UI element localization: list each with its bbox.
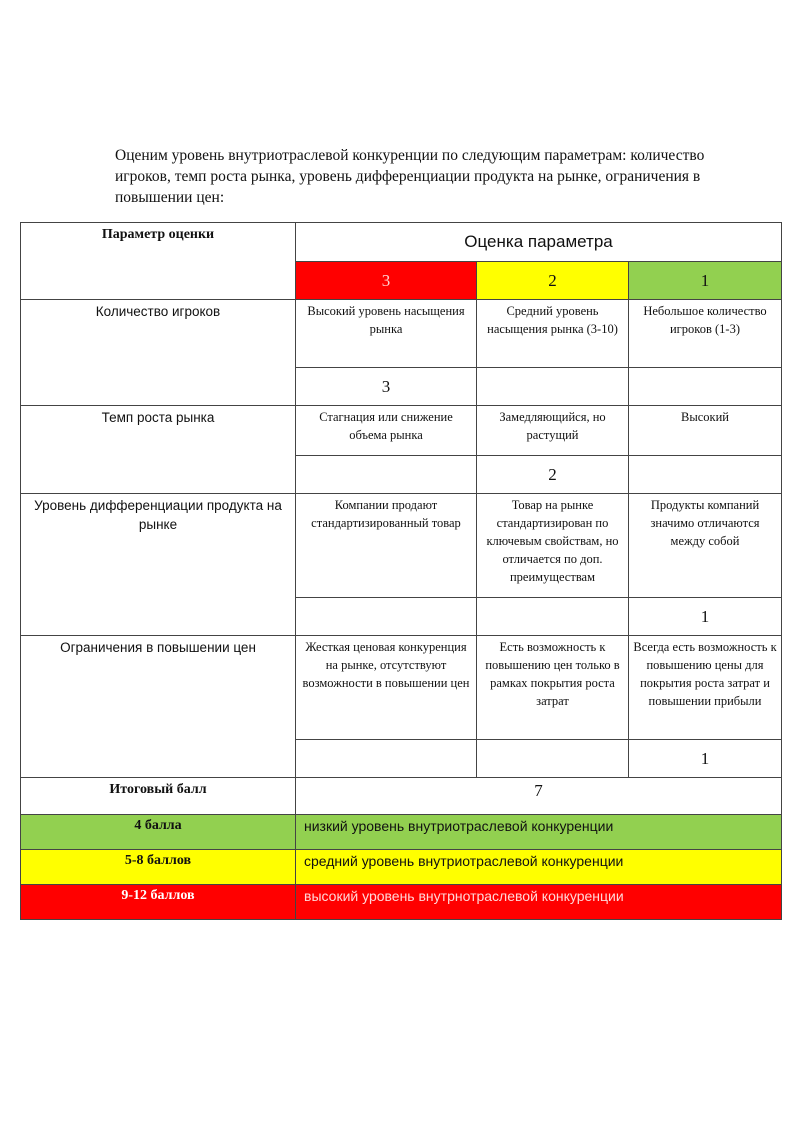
- selected-score: [477, 368, 629, 406]
- desc-cell: Всегда есть возможность к повышению цены для покрытия роста затрат и повышении прибыли: [629, 636, 782, 740]
- param-differentiation: Уровень дифференциации продукта на рынке: [21, 494, 296, 636]
- desc-cell: Продукты компаний значимо отличаются между собой: [629, 494, 782, 598]
- selected-score: 3: [296, 368, 477, 406]
- desc-cell: Жесткая ценовая конкуренция на рынке, отсутствуют возможности в повышении цен: [296, 636, 477, 740]
- desc-cell: Компании продают стандартизированный товар: [296, 494, 477, 598]
- selected-score: [296, 456, 477, 494]
- param-players: Количество игроков: [21, 300, 296, 406]
- legend-low-text: низкий уровень внутриотраслевой конкуренции: [296, 815, 782, 850]
- desc-cell: Высокий: [629, 406, 782, 456]
- desc-cell: Стагнация или снижение объема рынка: [296, 406, 477, 456]
- selected-score: 2: [477, 456, 629, 494]
- desc-cell: Замедляющийся, но растущий: [477, 406, 629, 456]
- param-header: Параметр оценки: [21, 223, 296, 300]
- desc-cell: Есть возможность к повышению цен только в рамках покрытия роста затрат: [477, 636, 629, 740]
- selected-score: [629, 456, 782, 494]
- legend-medium-text: средний уровень внутриотраслевой конкуренции: [296, 850, 782, 885]
- selected-score: [296, 598, 477, 636]
- intro-paragraph: [115, 145, 735, 208]
- selected-score: 1: [629, 598, 782, 636]
- assessment-header: Оценка параметра: [296, 223, 782, 262]
- score-header-3: 3: [296, 262, 477, 300]
- selected-score: [629, 368, 782, 406]
- desc-cell: Высокий уровень насыщения рынка: [296, 300, 477, 368]
- selected-score: [477, 740, 629, 778]
- desc-cell: Товар на рынке стандартизирован по ключевым свойствам, но отличается по доп. преимуществам: [477, 494, 629, 598]
- intro-line: повышении цен:: [115, 189, 225, 206]
- score-header-1: 1: [629, 262, 782, 300]
- assessment-table: [20, 222, 782, 920]
- legend-high-label: 9-12 баллов: [21, 885, 296, 920]
- selected-score: [477, 598, 629, 636]
- desc-cell: Небольшое количество игроков (1-3): [629, 300, 782, 368]
- total-label: Итоговый балл: [21, 778, 296, 815]
- intro-line: Оценим уровень внутриотраслевой конкуренции по следующим параметрам: количество: [115, 147, 705, 164]
- selected-score: [296, 740, 477, 778]
- param-price-limits: Ограничения в повышении цен: [21, 636, 296, 778]
- legend-high-text: высокий уровень внутрнотраслевой конкуренции: [296, 885, 782, 920]
- selected-score: 1: [629, 740, 782, 778]
- param-growth: Темп роста рынка: [21, 406, 296, 494]
- intro-line: игроков, темп роста рынка, уровень дифференциации продукта на рынке, ограничения в: [115, 168, 701, 185]
- score-header-2: 2: [477, 262, 629, 300]
- legend-low-label: 4 балла: [21, 815, 296, 850]
- total-value: 7: [296, 778, 782, 815]
- legend-medium-label: 5-8 баллов: [21, 850, 296, 885]
- desc-cell: Средний уровень насыщения рынка (3-10): [477, 300, 629, 368]
